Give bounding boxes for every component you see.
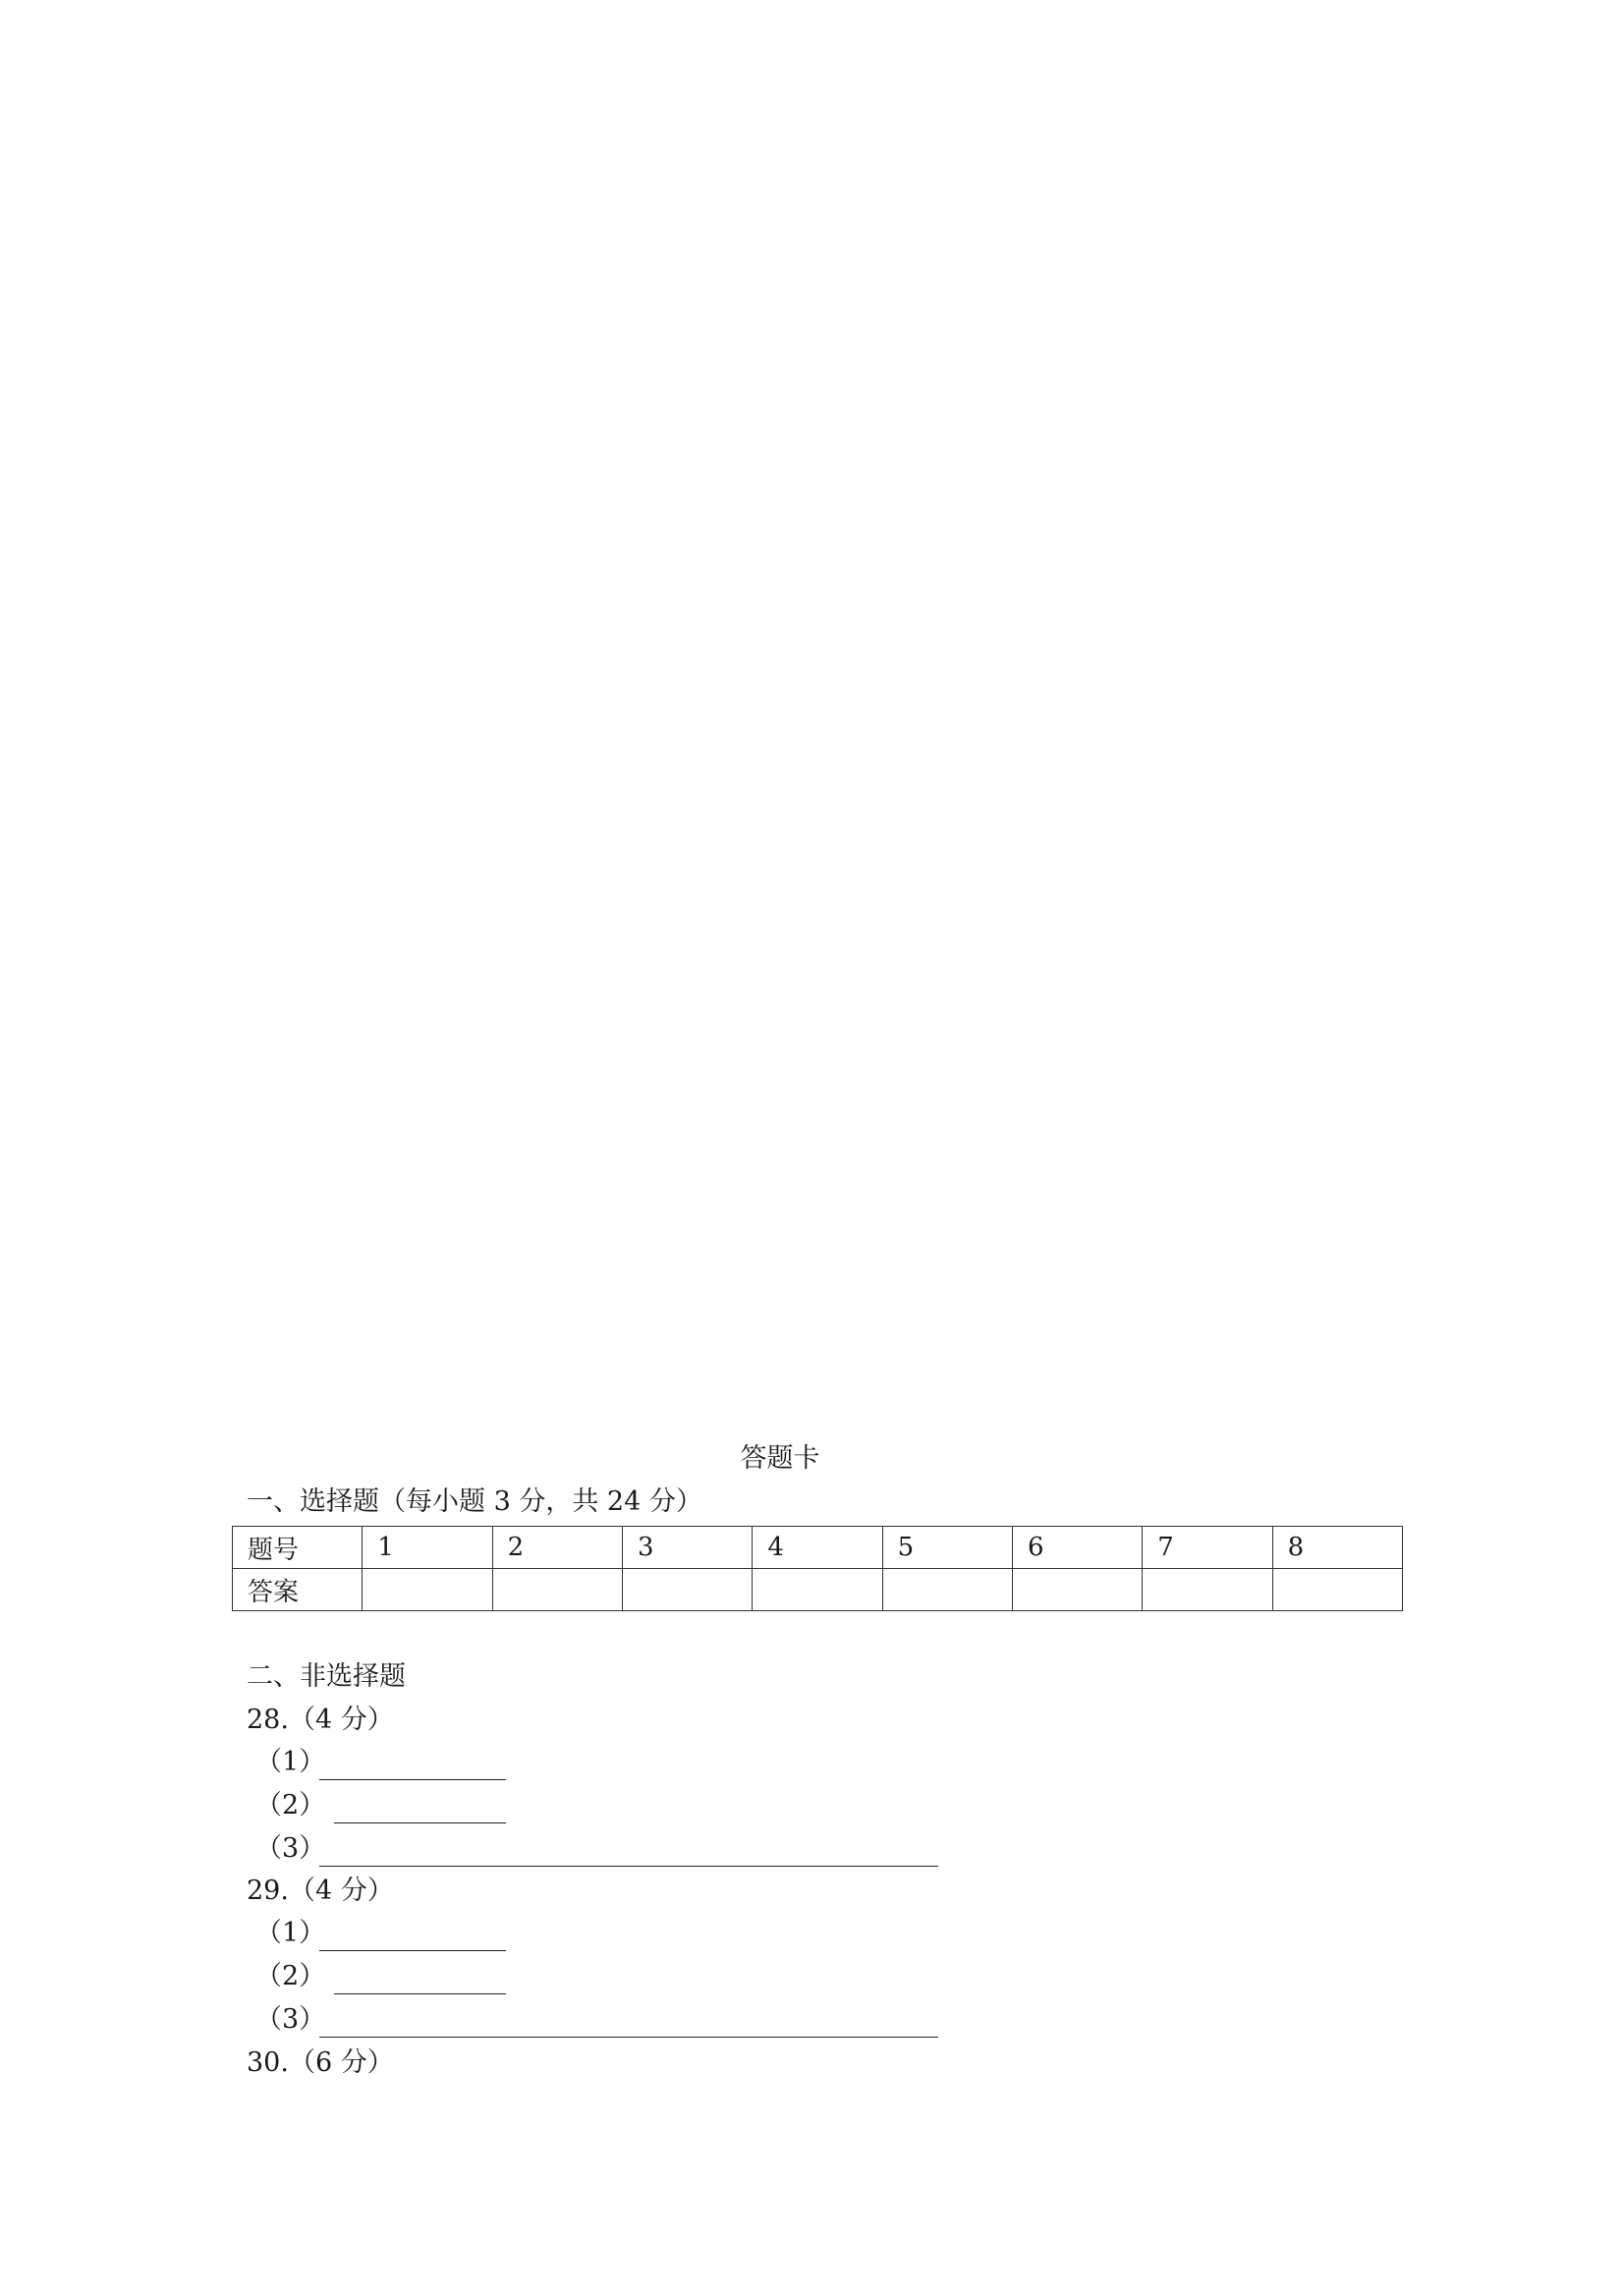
- question-number-cell: 1: [363, 1527, 492, 1569]
- row-header-answer: 答案: [233, 1569, 363, 1611]
- question-28-part-3-label: （3）: [255, 1833, 326, 1864]
- answer-cell[interactable]: [363, 1569, 492, 1611]
- question-28-part-1-label: （1）: [255, 1747, 326, 1777]
- answer-cell[interactable]: [1012, 1569, 1142, 1611]
- answer-row: [233, 1569, 1403, 1611]
- question-28-part-3-blank[interactable]: [319, 1866, 938, 1867]
- question-number-cell: 3: [622, 1527, 752, 1569]
- section-nonchoice-heading: 二、非选择题: [247, 1661, 406, 1692]
- row-header-number: 题号: [233, 1527, 363, 1569]
- answer-cell[interactable]: [492, 1569, 622, 1611]
- question-29-part-2-blank[interactable]: [334, 1993, 506, 1994]
- answer-grid: [232, 1526, 1403, 1611]
- question-number-cell: 4: [753, 1527, 882, 1569]
- answer-sheet-title: 答题卡: [740, 1443, 820, 1474]
- answer-cell[interactable]: [882, 1569, 1012, 1611]
- question-number-cell: 8: [1272, 1527, 1402, 1569]
- question-number-cell: 5: [882, 1527, 1012, 1569]
- question-number-cell: 2: [492, 1527, 622, 1569]
- question-number-cell: 7: [1143, 1527, 1272, 1569]
- question-28-label: 28.（4 分）: [247, 1705, 394, 1735]
- section-choice-heading: 一、选择题（每小题 3 分，共 24 分）: [247, 1486, 702, 1517]
- question-29-part-3-blank[interactable]: [319, 2037, 938, 2038]
- question-29-part-1-blank[interactable]: [319, 1950, 506, 1951]
- question-29-part-3-label: （3）: [255, 2004, 326, 2035]
- question-28-part-2-blank[interactable]: [334, 1822, 506, 1823]
- answer-cell[interactable]: [753, 1569, 882, 1611]
- answer-cell[interactable]: [1143, 1569, 1272, 1611]
- question-29-label: 29.（4 分）: [247, 1876, 394, 1906]
- question-30-label: 30.（6 分）: [247, 2047, 394, 2078]
- question-number-cell: 6: [1012, 1527, 1142, 1569]
- question-29-part-1-label: （1）: [255, 1918, 326, 1948]
- question-28-part-1-blank[interactable]: [319, 1779, 506, 1780]
- question-number-row: [233, 1527, 1403, 1569]
- question-28-part-2-label: （2）: [255, 1790, 326, 1820]
- question-29-part-2-label: （2）: [255, 1961, 326, 1991]
- answer-cell[interactable]: [1272, 1569, 1402, 1611]
- answer-cell[interactable]: [622, 1569, 752, 1611]
